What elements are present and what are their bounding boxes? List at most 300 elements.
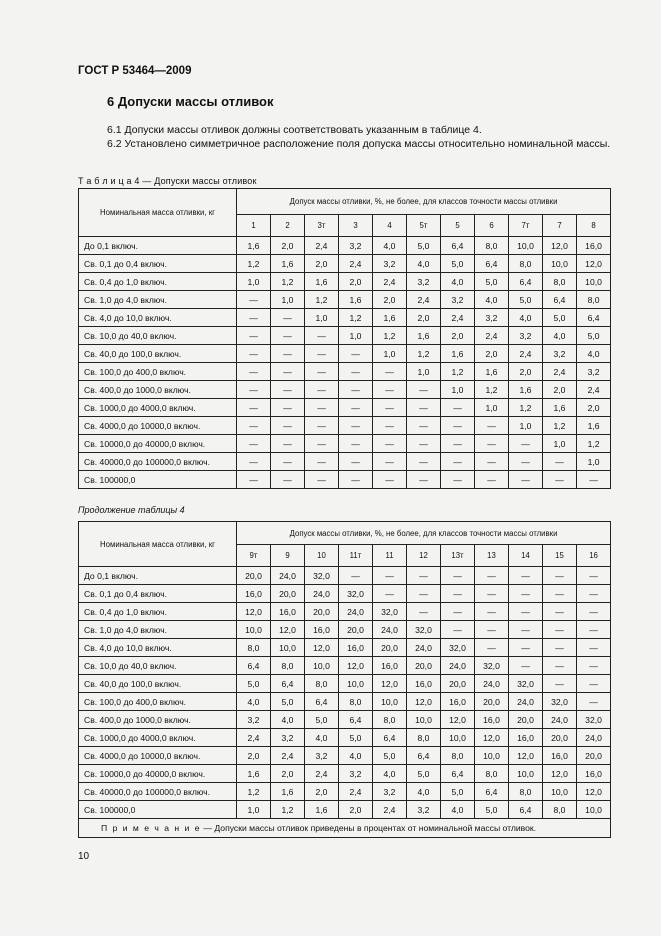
tolerance-cell: 1,2 [373,327,407,345]
tolerance-cell: — [271,345,305,363]
tolerance-cell: — [407,399,441,417]
tolerance-cell: 10,0 [305,657,339,675]
tolerance-cell: — [543,603,577,621]
tolerance-cell: — [543,621,577,639]
tolerance-cell: 5,0 [441,255,475,273]
tolerance-cell: 24,0 [271,567,305,585]
tolerance-cell: 2,0 [407,309,441,327]
tolerance-cell: — [407,567,441,585]
tolerance-cell: 5,0 [543,309,577,327]
tolerance-cell: 16,0 [509,729,543,747]
mass-range-label: Св. 100000,0 [79,471,237,489]
tolerance-cell: 5,0 [475,273,509,291]
tolerance-cell: — [237,399,271,417]
tolerance-cell: — [339,381,373,399]
column-group-header: Допуск массы отливки, %, не более, для классов точности массы отливки [237,189,611,215]
paragraph-6-1: 6.1 Допуски массы отливок должны соответствовать указанным в таблице 4. [107,124,482,136]
tolerance-cell: 10,0 [543,783,577,801]
tolerance-cell: 24,0 [577,729,611,747]
page-number: 10 [78,851,90,862]
tolerance-cell: — [441,471,475,489]
tolerance-cell: 1,6 [407,327,441,345]
column-group-header: Допуск массы отливки, %, не более, для классов точности массы отливки [237,522,611,545]
tolerance-cell: 1,6 [305,801,339,819]
class-header: 5т [407,215,441,237]
tolerance-cell: — [271,453,305,471]
tolerance-cell: 8,0 [339,693,373,711]
tolerance-cell: 2,4 [305,237,339,255]
tolerance-cell: — [339,435,373,453]
table-row [79,363,611,381]
table-row [79,585,611,603]
tolerance-cell: 3,2 [271,729,305,747]
table-row [79,765,611,783]
tolerance-cell: 12,0 [271,621,305,639]
tolerance-cell: 1,0 [237,273,271,291]
mass-range-label: Св. 10000,0 до 40000,0 включ. [79,765,237,783]
tolerance-cell: — [237,363,271,381]
class-header: 10 [305,545,339,567]
tolerance-cell: — [305,453,339,471]
tolerance-cell: 1,6 [339,291,373,309]
tolerance-cell: 8,0 [543,801,577,819]
tolerance-cell: 5,0 [305,711,339,729]
tolerance-cell: — [441,567,475,585]
tolerance-cell: — [305,345,339,363]
tolerance-cell: 3,2 [441,291,475,309]
tolerance-cell: 2,4 [441,309,475,327]
tolerance-cell: 4,0 [271,711,305,729]
tolerance-cell: — [339,399,373,417]
table-row [79,453,611,471]
tolerance-cell: 3,2 [237,711,271,729]
tolerance-cell: 10,0 [577,801,611,819]
tolerance-cell: — [441,621,475,639]
mass-range-label: Св. 10,0 до 40,0 включ. [79,657,237,675]
class-header: 11т [339,545,373,567]
class-header: 3т [305,215,339,237]
tolerance-cell: 3,2 [407,273,441,291]
tolerance-cell: 24,0 [509,693,543,711]
tolerance-cell: 1,0 [407,363,441,381]
mass-range-label: Св. 40,0 до 100,0 включ. [79,345,237,363]
tolerance-cell: 4,0 [475,291,509,309]
tolerance-cell: 1,2 [441,363,475,381]
tolerance-cell: — [509,471,543,489]
column-header-nominal-mass: Номинальная масса отливки, кг [79,522,237,567]
tolerance-cell: 2,0 [305,783,339,801]
table-row [79,657,611,675]
tolerance-cell: — [339,567,373,585]
tolerance-cell: — [543,453,577,471]
tolerance-cell: 2,4 [373,801,407,819]
tolerance-cell: 3,2 [577,363,611,381]
tolerance-cell: — [271,363,305,381]
tolerance-cell: 20,0 [339,621,373,639]
tolerance-cell: 2,0 [373,291,407,309]
tolerance-cell: — [407,585,441,603]
table-row [79,309,611,327]
tolerance-cell: 8,0 [543,273,577,291]
tolerance-cell: 5,0 [271,693,305,711]
mass-range-label: До 0,1 включ. [79,237,237,255]
tolerance-cell: 5,0 [577,327,611,345]
tolerance-cell: 4,0 [407,255,441,273]
tolerance-cell: — [305,471,339,489]
tolerance-cell: — [543,639,577,657]
tolerance-cell: 10,0 [407,711,441,729]
tolerance-cell: 6,4 [509,801,543,819]
tolerance-cell: 8,0 [271,657,305,675]
tolerance-cell: — [271,435,305,453]
tolerance-cell: — [237,345,271,363]
tolerance-cell: — [509,567,543,585]
tolerance-cell: 4,0 [509,309,543,327]
tolerance-cell: 6,4 [373,729,407,747]
tolerance-cell: 8,0 [305,675,339,693]
tolerance-cell: — [237,435,271,453]
tolerance-cell: — [237,381,271,399]
tolerance-cell: 4,0 [441,801,475,819]
tolerance-cell: — [441,435,475,453]
tolerance-cell: — [237,291,271,309]
tolerance-cell: — [271,471,305,489]
tolerance-cell: 4,0 [373,765,407,783]
mass-range-label: До 0,1 включ. [79,567,237,585]
tolerance-cell: 6,4 [237,657,271,675]
mass-range-label: Св. 4000,0 до 10000,0 включ. [79,417,237,435]
tolerance-cell: 6,4 [475,783,509,801]
tolerance-cell: 12,0 [339,657,373,675]
note-label: П р и м е ч а н и е [101,823,202,833]
tolerance-cell: 4,0 [373,237,407,255]
class-header: 13 [475,545,509,567]
mass-range-label: Св. 100,0 до 400,0 включ. [79,363,237,381]
tolerance-cell: — [577,585,611,603]
tolerance-cell: 3,2 [543,345,577,363]
table-row [79,255,611,273]
tolerance-cell: 1,0 [509,417,543,435]
class-header: 2 [271,215,305,237]
tolerance-cell: 3,2 [339,765,373,783]
tolerance-cell: — [339,453,373,471]
tolerance-cell: — [475,453,509,471]
tolerance-cell: 8,0 [407,729,441,747]
tolerance-cell: 1,6 [237,237,271,255]
mass-range-label: Св. 0,4 до 1,0 включ. [79,273,237,291]
tolerance-cell: — [237,309,271,327]
tolerance-cell: — [509,657,543,675]
tolerance-cell: — [271,327,305,345]
tolerance-cell: 20,0 [237,567,271,585]
class-header: 5 [441,215,475,237]
tolerance-cell: 6,4 [577,309,611,327]
tolerance-cell: 2,0 [475,345,509,363]
table-row [79,747,611,765]
tolerance-cell: — [407,471,441,489]
tolerance-cell: 5,0 [407,237,441,255]
table-row [79,639,611,657]
table-row [79,417,611,435]
tolerance-cell: 20,0 [305,603,339,621]
tolerance-cell: 32,0 [305,567,339,585]
tolerance-cell: 1,6 [441,345,475,363]
tolerance-cell: — [339,345,373,363]
tolerance-cell: 3,2 [339,237,373,255]
tolerance-cell: — [509,603,543,621]
paragraph-6-2: 6.2 Установлено симметричное расположение поля допуска массы относительно номинальной массы. [107,138,611,150]
class-header: 16 [577,545,611,567]
tolerance-cell: 32,0 [339,585,373,603]
tolerance-cell: 10,0 [509,237,543,255]
tolerance-cell: 6,4 [475,255,509,273]
tolerance-cell: 5,0 [475,801,509,819]
tolerance-cell: 1,6 [577,417,611,435]
tolerance-cell: 12,0 [509,747,543,765]
tolerance-cell: 2,4 [475,327,509,345]
column-header-nominal-mass: Номинальная масса отливки, кг [79,189,237,237]
tolerance-cell: 6,4 [407,747,441,765]
tolerance-cell: — [407,417,441,435]
tolerance-cell: 12,0 [441,711,475,729]
tolerance-cell: — [305,435,339,453]
tolerance-cell: 2,4 [373,273,407,291]
tolerance-cell: 2,4 [271,747,305,765]
mass-range-label: Св. 4,0 до 10,0 включ. [79,639,237,657]
tolerance-cell: 2,0 [339,801,373,819]
table-row [79,675,611,693]
tolerance-cell: 2,4 [509,345,543,363]
tolerance-cell: 16,0 [339,639,373,657]
tolerance-cell: 32,0 [577,711,611,729]
class-header: 9 [271,545,305,567]
tolerance-cell: 1,0 [271,291,305,309]
tolerance-cell: 4,0 [237,693,271,711]
tolerance-cell: 1,6 [475,363,509,381]
tolerance-cell: 24,0 [475,675,509,693]
mass-range-label: Св. 40000,0 до 100000,0 включ. [79,783,237,801]
tolerance-cell: — [577,675,611,693]
tolerance-cell: 5,0 [237,675,271,693]
tolerance-cell: 2,4 [407,291,441,309]
tolerance-cell: 3,2 [407,801,441,819]
tolerance-cell: — [373,399,407,417]
tolerance-cell: 6,4 [339,711,373,729]
tolerance-cell: 10,0 [339,675,373,693]
table-row [79,327,611,345]
tolerance-cell: 2,0 [577,399,611,417]
tolerance-cell: — [577,471,611,489]
tolerance-cell: — [543,657,577,675]
class-header: 7 [543,215,577,237]
mass-range-label: Св. 0,1 до 0,4 включ. [79,585,237,603]
tolerance-cell: — [475,435,509,453]
tolerance-cell: 12,0 [237,603,271,621]
tolerance-cell: 8,0 [475,237,509,255]
tolerance-cell: 16,0 [407,675,441,693]
tolerance-cell: 5,0 [339,729,373,747]
tolerance-cell: — [237,417,271,435]
tolerance-cell: 6,4 [441,237,475,255]
tolerance-cell: 16,0 [441,693,475,711]
tolerance-cell: — [509,621,543,639]
table-4-caption: Т а б л и ц а 4 — Допуски массы отливок [78,176,257,186]
tolerance-cell: 2,0 [237,747,271,765]
tolerance-cell: — [339,363,373,381]
tolerance-cell: 1,2 [509,399,543,417]
tolerance-cell: — [475,417,509,435]
tolerance-cell: 5,0 [373,747,407,765]
tolerance-cell: 24,0 [407,639,441,657]
tolerance-cell: 1,2 [271,273,305,291]
tolerance-cell: 8,0 [237,639,271,657]
tolerance-cell: 6,4 [509,273,543,291]
class-header: 12 [407,545,441,567]
tolerance-cell: — [305,381,339,399]
tolerance-cell: 1,2 [407,345,441,363]
tolerance-cell: 4,0 [339,747,373,765]
tolerance-cell: — [509,585,543,603]
tolerance-cell: 2,4 [237,729,271,747]
tolerance-cell: 20,0 [271,585,305,603]
tolerance-cell: 1,0 [577,453,611,471]
table-row [79,273,611,291]
tolerance-cell: 20,0 [441,675,475,693]
document-code: ГОСТ Р 53464—2009 [78,65,192,77]
tolerance-cell: 10,0 [237,621,271,639]
tolerance-cell: 1,6 [271,783,305,801]
tolerance-cell: — [577,603,611,621]
tolerance-cell: 20,0 [509,711,543,729]
tolerance-cell: — [271,309,305,327]
tolerance-cell: — [305,417,339,435]
class-header: 14 [509,545,543,567]
class-header: 9т [237,545,271,567]
tolerance-cell: 1,0 [475,399,509,417]
mass-range-label: Св. 0,4 до 1,0 включ. [79,603,237,621]
tolerance-cell: 2,4 [339,255,373,273]
tolerance-cell: 8,0 [577,291,611,309]
tolerance-cell: 6,4 [305,693,339,711]
mass-range-label: Св. 400,0 до 1000,0 включ. [79,711,237,729]
tolerance-table-4-continuation [78,521,611,838]
tolerance-cell: 8,0 [509,255,543,273]
tolerance-cell: — [237,453,271,471]
tolerance-cell: 5,0 [407,765,441,783]
mass-range-label: Св. 1000,0 до 4000,0 включ. [79,729,237,747]
tolerance-cell: 1,2 [237,783,271,801]
tolerance-cell: — [543,585,577,603]
tolerance-cell: — [373,585,407,603]
tolerance-cell: 24,0 [305,585,339,603]
tolerance-cell: 2,0 [509,363,543,381]
tolerance-cell: 32,0 [373,603,407,621]
tolerance-cell: — [475,471,509,489]
table-row [79,435,611,453]
tolerance-cell: — [373,363,407,381]
tolerance-cell: — [305,363,339,381]
table-row [79,291,611,309]
tolerance-cell: 20,0 [543,729,577,747]
tolerance-cell: 3,2 [305,747,339,765]
tolerance-cell: 12,0 [475,729,509,747]
tolerance-cell: — [373,381,407,399]
tolerance-cell: 10,0 [441,729,475,747]
tolerance-cell: 1,6 [305,273,339,291]
tolerance-cell: — [577,657,611,675]
table-row [79,621,611,639]
class-header: 1 [237,215,271,237]
tolerance-cell: — [441,585,475,603]
tolerance-cell: — [373,453,407,471]
tolerance-cell: 1,2 [271,801,305,819]
class-header: 3 [339,215,373,237]
tolerance-cell: 1,6 [373,309,407,327]
tolerance-cell: 3,2 [373,783,407,801]
tolerance-cell: 24,0 [543,711,577,729]
tolerance-cell: 5,0 [441,783,475,801]
tolerance-cell: 12,0 [543,237,577,255]
tolerance-cell: 8,0 [475,765,509,783]
class-header: 15 [543,545,577,567]
tolerance-cell: 5,0 [509,291,543,309]
tolerance-cell: 2,4 [543,363,577,381]
tolerance-cell: — [577,639,611,657]
table-row [79,729,611,747]
tolerance-cell: 1,2 [339,309,373,327]
tolerance-cell: — [339,417,373,435]
tolerance-cell: — [509,435,543,453]
mass-range-label: Св. 1000,0 до 4000,0 включ. [79,399,237,417]
tolerance-cell: 1,2 [475,381,509,399]
tolerance-cell: — [441,453,475,471]
tolerance-cell: 12,0 [407,693,441,711]
tolerance-cell: 12,0 [305,639,339,657]
tolerance-cell: — [407,435,441,453]
tolerance-cell: — [577,621,611,639]
tolerance-cell: 8,0 [373,711,407,729]
tolerance-cell: 2,0 [543,381,577,399]
tolerance-cell: — [543,567,577,585]
tolerance-cell: 2,4 [577,381,611,399]
table-row [79,399,611,417]
tolerance-cell: 2,4 [339,783,373,801]
table-row [79,381,611,399]
class-header: 13т [441,545,475,567]
mass-range-label: Св. 400,0 до 1000,0 включ. [79,381,237,399]
tolerance-cell: 20,0 [407,657,441,675]
table-row [79,783,611,801]
tolerance-table-4 [78,188,611,489]
tolerance-cell: 1,6 [237,765,271,783]
table-row [79,345,611,363]
class-header: 8 [577,215,611,237]
tolerance-cell: 1,0 [237,801,271,819]
tolerance-cell: 10,0 [577,273,611,291]
tolerance-cell: 1,6 [271,255,305,273]
tolerance-cell: 8,0 [441,747,475,765]
tolerance-cell: 4,0 [407,783,441,801]
tolerance-cell: 16,0 [475,711,509,729]
tolerance-cell: 10,0 [475,747,509,765]
tolerance-cell: 24,0 [441,657,475,675]
class-header: 6 [475,215,509,237]
mass-range-label: Св. 100000,0 [79,801,237,819]
tolerance-cell: 32,0 [441,639,475,657]
tolerance-cell: 1,6 [509,381,543,399]
tolerance-cell: 4,0 [441,273,475,291]
tolerance-cell: — [407,381,441,399]
